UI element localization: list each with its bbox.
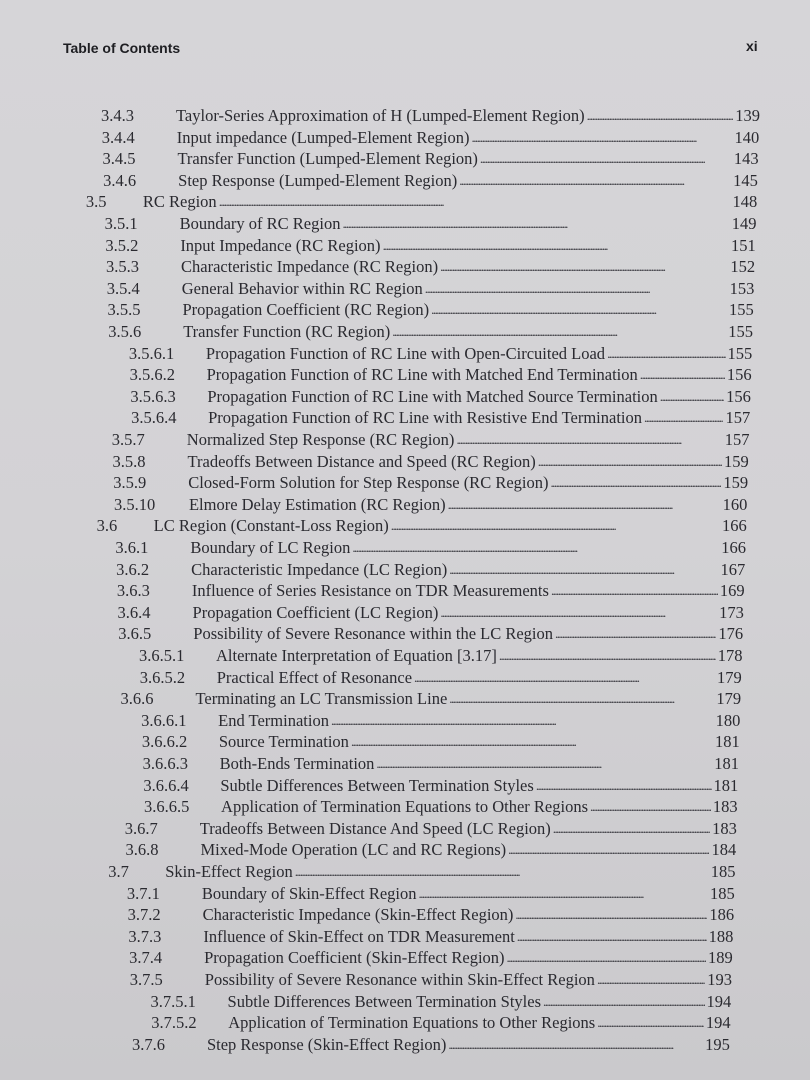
toc-entry-title: Transfer Function (RC Region) [183, 322, 391, 341]
toc-entry-title: Step Response (Lumped-Element Region) [178, 170, 458, 190]
toc-entry-page: 143 [733, 149, 759, 169]
toc-entry-title: Boundary of Skin-Effect Region [201, 883, 417, 903]
toc-entry-title: Both-Ends Termination [219, 754, 375, 773]
leader-dots [507, 947, 706, 969]
toc-entry-title: Boundary of RC Region [179, 214, 341, 233]
toc-entry-page: 157 [725, 408, 751, 428]
leader-dots [480, 148, 732, 170]
leader-dots [419, 883, 709, 905]
toc-entry-title: Application of Termination Equations to Other Regions [228, 1013, 596, 1033]
toc-entry[interactable] [131, 407, 750, 429]
toc-entry-title: Influence of Series Resistance on TDR Measurements [191, 581, 549, 601]
toc-entry-number: 3.7.4 [129, 948, 163, 968]
leader-dots [342, 213, 729, 235]
toc-entry-page: 178 [717, 646, 743, 665]
toc-entry-title: RC Region [142, 192, 217, 212]
leader-dots [499, 645, 716, 667]
toc-entry-number: 3.6.4 [117, 602, 151, 622]
leader-dots [553, 818, 710, 840]
toc-entry-title: Mixed-Mode Operation (LC and RC Regions) [200, 840, 507, 860]
toc-entry[interactable] [114, 494, 747, 516]
toc-entry-page: 185 [710, 883, 735, 903]
toc-entry-title: Step Response (Skin-Effect Region) [206, 1034, 447, 1054]
toc-entry-title: Boundary of LC Region [190, 538, 351, 557]
leader-dots [543, 991, 705, 1013]
toc-entry-number: 3.6.6.4 [143, 775, 189, 795]
toc-entry-title: General Behavior within RC Region [181, 278, 423, 298]
toc-entry-number: 3.6.5 [118, 624, 152, 644]
toc-entry-page: 148 [732, 192, 758, 212]
toc-entry-number: 3.7.3 [128, 926, 162, 946]
toc-entry[interactable] [118, 602, 744, 624]
leader-dots [640, 364, 725, 386]
toc-entry[interactable] [125, 839, 736, 861]
toc-entry-page: 155 [728, 322, 753, 341]
toc-entry-title: Propagation Function of RC Line with Resistive End Termination [208, 408, 642, 428]
toc-entry[interactable] [129, 343, 752, 365]
leader-dots [440, 256, 728, 278]
toc-entry-number: 3.6.6 [120, 689, 154, 709]
toc-entry-number: 3.6.6.1 [141, 710, 187, 730]
toc-entry-number: 3.6.3 [116, 581, 150, 601]
toc-entry-number: 3.6.6.5 [144, 797, 190, 817]
running-header-title: Table of Contents [63, 40, 181, 56]
toc-entry[interactable] [143, 753, 739, 775]
toc-entry[interactable] [130, 364, 752, 386]
toc-entry-number: 3.6.2 [116, 559, 150, 579]
toc-entry-page: 179 [716, 689, 742, 709]
leader-dots [515, 904, 707, 926]
toc-entry-number: 3.5.3 [106, 257, 140, 277]
toc-entry[interactable] [144, 796, 738, 818]
page-number: xi [746, 38, 758, 54]
leader-dots [352, 537, 719, 559]
toc-entry[interactable] [86, 191, 757, 213]
toc-entry-page: 155 [727, 343, 753, 363]
leader-dots [331, 710, 714, 732]
toc-entry[interactable] [107, 299, 753, 321]
toc-entry[interactable] [127, 883, 735, 905]
toc-entry[interactable] [120, 688, 741, 710]
leader-dots [448, 1034, 703, 1056]
leader-dots [425, 278, 728, 300]
toc-entry-page: 156 [726, 365, 752, 385]
toc-entry[interactable] [108, 321, 753, 343]
toc-entry-number: 3.7.2 [127, 905, 161, 925]
toc-entry-title: Propagation Function of RC Line with Matched Source Termination [207, 386, 658, 406]
toc-entry-page: 155 [728, 300, 754, 320]
toc-entry-title: Elmore Delay Estimation (RC Region) [188, 494, 446, 514]
toc-entry-number: 3.7 [108, 862, 129, 881]
toc-entry-number: 3.5.4 [106, 278, 140, 298]
toc-entry-title: Taylor-Series Approximation of H (Lumped-Element Region) [176, 106, 585, 125]
leader-dots [449, 559, 718, 581]
toc-entry-title: Characteristic Impedance (Skin-Effect Region) [202, 905, 514, 925]
toc-entry-title: Influence of Skin-Effect on TDR Measurement [203, 926, 515, 946]
leader-dots [383, 235, 729, 257]
toc-entry[interactable] [97, 515, 747, 537]
toc-entry-page: 183 [712, 818, 737, 838]
toc-entry[interactable] [106, 256, 755, 278]
leader-dots [590, 796, 711, 818]
toc-entry[interactable] [128, 926, 733, 948]
leader-dots [459, 170, 731, 192]
toc-entry-page: 184 [711, 840, 737, 860]
toc-entry-title: Practical Effect of Resonance [216, 667, 413, 687]
toc-entry-number: 3.5.6.1 [128, 343, 175, 363]
leader-dots [456, 429, 722, 451]
toc-entry-page: 167 [720, 559, 746, 579]
toc-entry-page: 194 [705, 1013, 731, 1033]
toc-entry[interactable] [151, 1012, 730, 1034]
toc-entry-title: End Termination [218, 710, 329, 730]
toc-entry-title: Application of Termination Equations to Other Regions [221, 797, 589, 817]
toc-entry[interactable] [112, 429, 750, 451]
leader-dots [219, 191, 731, 213]
toc-entry-number: 3.5.6.2 [129, 365, 175, 385]
toc-entry[interactable] [102, 127, 760, 149]
toc-entry[interactable] [101, 105, 760, 127]
toc-entry-number: 3.5.6.3 [130, 386, 176, 406]
toc-entry[interactable] [113, 472, 748, 494]
toc-entry-page: 152 [730, 257, 756, 277]
toc-entry-page: 181 [714, 754, 739, 773]
leader-dots [449, 688, 714, 710]
toc-entry-title: Skin-Effect Region [165, 862, 293, 881]
toc-entry-title: Propagation Coefficient (Skin-Effect Region) [204, 948, 505, 968]
toc-entry-number: 3.5.6.4 [131, 408, 177, 428]
leader-dots [644, 407, 723, 429]
toc-entry-number: 3.5.8 [112, 451, 146, 471]
leader-dots [392, 321, 726, 343]
toc-entry-page: 159 [723, 473, 749, 493]
toc-entry[interactable] [142, 731, 740, 753]
toc-entry[interactable] [140, 667, 742, 689]
toc-entry-page: 193 [707, 970, 732, 989]
toc-entry[interactable] [129, 947, 733, 969]
toc-entry-number: 3.6.5.2 [139, 667, 186, 687]
toc-entry[interactable] [139, 645, 743, 667]
toc-entry[interactable] [108, 861, 735, 883]
toc-entry-title: Input impedance (Lumped-Element Region) [176, 127, 470, 147]
toc-entry-number: 3.4.3 [101, 106, 134, 125]
toc-entry[interactable] [141, 710, 740, 732]
toc-entry-title: Transfer Function (Lumped-Element Region) [177, 149, 478, 169]
leader-dots [597, 969, 705, 991]
toc-entry-page: 180 [715, 710, 741, 730]
leader-dots [431, 299, 727, 321]
toc-entry-number: 3.5.1 [104, 214, 138, 233]
leader-dots [295, 861, 709, 883]
toc-entry-title: Subtle Differences Between Termination Styles [220, 775, 534, 795]
toc-entry-number: 3.5 [85, 192, 107, 212]
toc-entry-title: Propagation Function of RC Line with Matched End Termination [206, 365, 638, 385]
toc-entry-page: 140 [734, 127, 760, 147]
toc-entry-title: Terminating an LC Transmission Line [195, 689, 448, 709]
toc-entry-number: 3.5.7 [111, 430, 145, 449]
toc-entry[interactable] [130, 969, 732, 991]
leader-dots [555, 623, 716, 645]
toc-entry-number: 3.7.5.2 [151, 1013, 197, 1033]
toc-entry-page: 153 [729, 278, 755, 298]
leader-dots [448, 494, 721, 516]
toc-entry-page: 145 [733, 170, 758, 190]
toc-entry-title: Propagation Coefficient (LC Region) [192, 602, 439, 622]
toc-entry[interactable] [151, 991, 732, 1013]
toc-entry-page: 181 [714, 732, 740, 752]
toc-entry-page: 176 [718, 624, 744, 644]
toc-entry-page: 179 [717, 667, 742, 687]
leader-dots [536, 775, 712, 797]
leader-dots [660, 386, 724, 408]
toc-entry-title: Subtle Differences Between Termination Styles [227, 991, 542, 1011]
toc-entry-page: 151 [731, 235, 756, 255]
leader-dots [376, 753, 712, 775]
toc-entry-page: 139 [735, 106, 760, 125]
toc-entry[interactable] [105, 235, 755, 257]
toc-entry-title: Tradeoffs Between Distance And Speed (LC Region) [199, 818, 551, 838]
toc-entry-title: Possibility of Severe Resonance within Skin-Effect Region [204, 970, 595, 989]
leader-dots [550, 472, 721, 494]
toc-entry-number: 3.6.8 [125, 840, 159, 860]
leader-dots [414, 667, 715, 689]
toc-entry-number: 3.6.5.1 [139, 646, 185, 665]
leader-dots [391, 515, 720, 537]
toc-entry[interactable] [117, 580, 745, 602]
leader-dots [607, 343, 725, 365]
toc-entry-number: 3.7.5 [129, 970, 163, 989]
toc-entry-number: 3.5.5 [107, 300, 141, 320]
toc-entry-number: 3.5.9 [113, 473, 147, 493]
toc-entry-page: 188 [708, 926, 734, 946]
toc-entry-number: 3.4.4 [101, 127, 135, 147]
leader-dots [587, 105, 734, 127]
toc-entry-title: Possibility of Severe Resonance within the LC Region [193, 624, 554, 644]
toc-entry-number: 3.7.6 [131, 1034, 165, 1054]
toc-entry-number: 3.5.10 [113, 494, 156, 514]
toc-entry-title: Characteristic Impedance (LC Region) [191, 559, 448, 579]
toc-entry[interactable] [116, 559, 745, 581]
toc-entry-number: 3.4.5 [102, 149, 136, 169]
toc-entry-title: Tradeoffs Between Distance and Speed (RC Region) [187, 451, 536, 471]
leader-dots [440, 602, 717, 624]
toc-entry[interactable] [113, 451, 749, 473]
toc-entry-number: 3.6 [96, 516, 118, 536]
toc-entry-page: 189 [707, 948, 733, 968]
toc-entry-page: 166 [721, 516, 747, 536]
toc-entry-number: 3.6.6.2 [141, 732, 188, 752]
leader-dots [472, 127, 733, 149]
toc-entry[interactable] [125, 818, 737, 840]
leader-dots [551, 580, 718, 602]
toc-entry[interactable] [107, 278, 755, 300]
toc-entry-title: Source Termination [218, 732, 349, 752]
toc-entry-title: Input Impedance (RC Region) [180, 235, 381, 255]
toc-entry-number: 3.6.7 [124, 818, 158, 838]
leader-dots [508, 839, 709, 861]
toc-entry-number: 3.5.6 [108, 322, 142, 341]
leader-dots [538, 451, 722, 473]
toc-entry[interactable] [132, 1034, 730, 1056]
toc-entry-title: Alternate Interpretation of Equation [3.17] [216, 646, 497, 665]
toc-entry-page: 160 [722, 494, 748, 514]
toc-entry-page: 149 [731, 214, 757, 233]
toc-entry-number: 3.7.1 [126, 883, 160, 903]
toc-entry-page: 173 [719, 602, 744, 622]
toc-entry[interactable] [143, 775, 738, 797]
toc-entry-page: 195 [705, 1034, 730, 1054]
toc-entry-title: Propagation Coefficient (RC Region) [182, 300, 430, 320]
toc-entry-page: 166 [721, 538, 746, 557]
toc-entry-number: 3.5.2 [105, 235, 139, 255]
toc-entry-title: Propagation Function of RC Line with Open-Circuited Load [205, 343, 606, 363]
toc-entry-title: Closed-Form Solution for Step Response (RC Region) [188, 473, 549, 493]
leader-dots [597, 1012, 704, 1034]
toc-entry[interactable] [103, 170, 758, 192]
toc-entry-page: 157 [724, 430, 750, 449]
toc-entry-title: LC Region (Constant-Loss Region) [153, 516, 389, 536]
toc-entry-page: 159 [724, 451, 749, 471]
toc-entry-page: 194 [706, 991, 732, 1011]
toc-entry-number: 3.4.6 [103, 170, 137, 190]
toc-entry-title: Normalized Step Response (RC Region) [186, 430, 455, 449]
leader-dots [517, 926, 707, 948]
toc-entry-page: 169 [719, 581, 745, 601]
toc-entry-number: 3.7.5.1 [150, 991, 196, 1011]
toc-entry[interactable] [105, 213, 757, 235]
toc-entry-page: 185 [710, 862, 736, 881]
toc-entry[interactable] [130, 386, 751, 408]
toc-entry-title: Characteristic Impedance (RC Region) [181, 257, 439, 277]
toc-entry[interactable] [128, 904, 734, 926]
toc-entry-number: 3.6.6.3 [142, 754, 188, 773]
toc-entry[interactable] [115, 537, 746, 559]
toc-entry[interactable] [102, 148, 758, 170]
toc-entry-number: 3.6.1 [115, 538, 149, 557]
leader-dots [351, 731, 713, 753]
toc-entry-page: 186 [709, 905, 735, 925]
toc-entry-page: 181 [713, 775, 739, 795]
toc-entry[interactable] [118, 623, 743, 645]
toc-entry-page: 183 [712, 797, 738, 817]
toc-entry-page: 156 [726, 386, 751, 406]
